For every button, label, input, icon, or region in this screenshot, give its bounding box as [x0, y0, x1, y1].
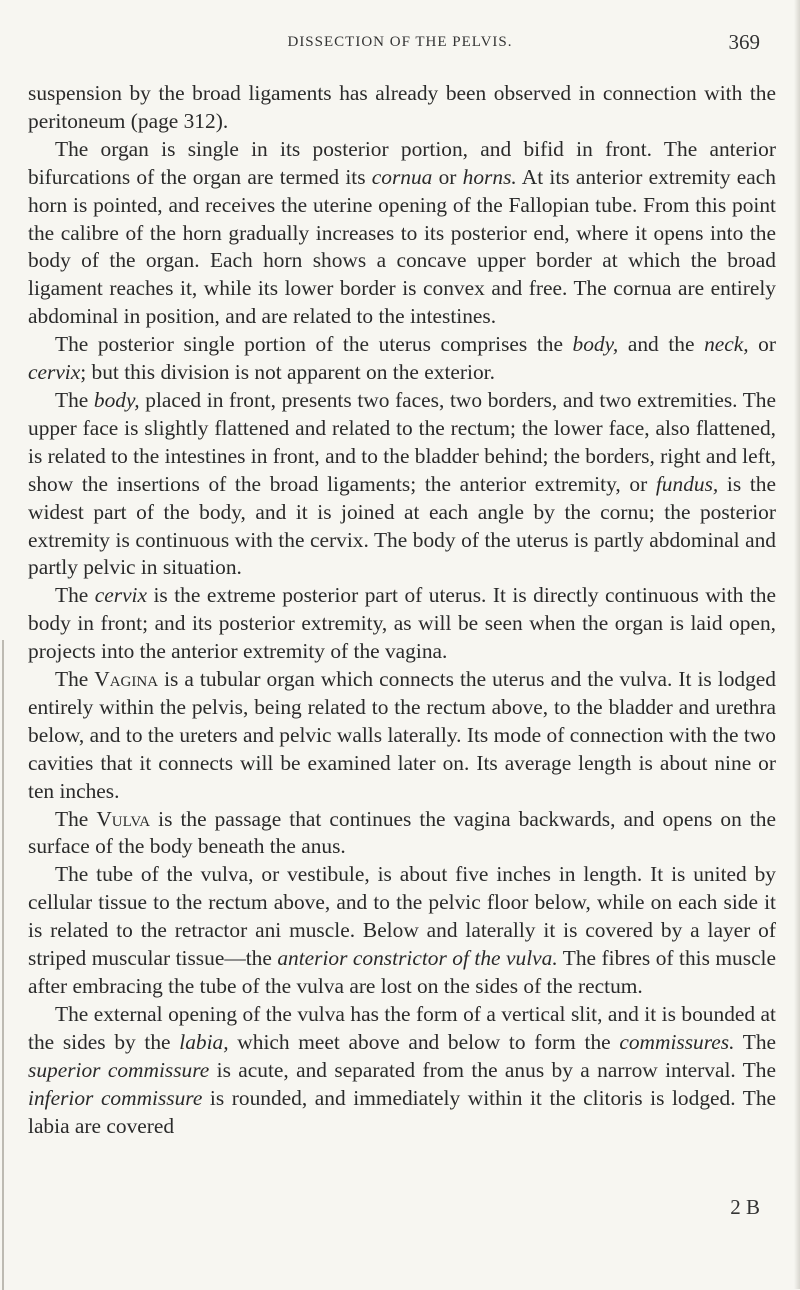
- paragraph-3: The posterior single portion of the uterus comprises the body, and the neck, or cervix; but this division is not apparent on the exterior.: [28, 332, 776, 385]
- term-cornua: cornua: [371, 164, 433, 189]
- paragraph-9: The external opening of the vulva has the form of a vertical slit, and it is bounded at the sides by the labia, which meet above and below to form the commissures. The superior commissure is acute, and separated from the anus by a narrow interval. The inferior commissure is rounded, and immediately within it the clitoris is lodged. The labia are covered: [28, 1001, 777, 1138]
- term-commissures: commissures.: [619, 1029, 735, 1054]
- paragraph-5: The cervix is the extreme posterior part of uterus. It is directly continuous with the body in front; and its posterior extremity, as will be seen when the organ is laid open, projects into the anterior extremity of the vagina.: [28, 583, 776, 664]
- running-title: DISSECTION OF THE PELVIS.: [287, 34, 513, 50]
- term-inferior-commissure: inferior commissure: [28, 1085, 203, 1110]
- heading-vagina: Vagina: [94, 667, 159, 692]
- page-number: 369: [728, 30, 760, 54]
- paragraph-2: The organ is single in its posterior portion, and bifid in front. The anterior bifurcations of the organ are termed its cornua or horns. At its anterior extremity each horn is pointed, and receives the uterine opening of the Fallopian tube. From this point the calibre of the horn gradually increases to its posterior end, where it opens into the body of the organ. Each horn shows a concave upper border at which the broad ligament reaches it, while its lower border is convex and free. The cornua are entirely abdominal in position, and are related to the intestines.: [28, 136, 776, 329]
- term-cervix: cervix: [28, 360, 81, 385]
- term-labia: labia,: [179, 1029, 229, 1054]
- paragraph-8: The tube of the vulva, or vestibule, is about five inches in length. It is united by cellular tissue to the rectum above, and to the pelvic floor below, while on each side it is related to the retractor ani muscle. Below and laterally it is covered by a layer of striped muscular tissue—the anterior constrictor of the vulva. The fibres of this muscle after embracing the tube of the vulva are lost on the sides of the rectum.: [28, 862, 776, 998]
- term-superior-commissure: superior commissure: [28, 1057, 210, 1082]
- paragraph-7: The Vulva is the passage that continues the vagina backwards, and opens on the surface of the body beneath the anus.: [28, 806, 776, 859]
- signature-mark: 2 B: [730, 1195, 760, 1219]
- paragraph-1: suspension by the broad ligaments has already been observed in connection with the peritoneum (page 312).: [28, 81, 776, 133]
- term-body: body,: [93, 387, 140, 412]
- term-horns: horns.: [462, 164, 517, 189]
- heading-vulva: Vulva: [96, 806, 151, 831]
- term-cervix: cervix: [94, 583, 147, 608]
- page-edge-shadow: [794, 0, 800, 1289]
- body-text: [28, 80, 776, 1140]
- paragraph-4: The body, placed in front, presents two faces, two borders, and two extremities. The upper face is slightly flattened and related to the rectum; the lower face, also flattened, is related to the intestines in front, and to the bladder behind; the borders, right and left, show the insertions of the broad ligaments; the anterior extremity, or fundus, is the widest part of the body, and it is joined at each angle by the cornu; the posterior extremity is continuous with the cervix. The body of the uterus is partly abdominal and partly pelvic in situation.: [28, 387, 776, 580]
- term-body: body,: [572, 332, 619, 357]
- term-anterior-constrictor: anterior constrictor: [277, 946, 447, 971]
- term-neck: neck,: [704, 332, 749, 357]
- term-fundus: fundus,: [655, 471, 719, 496]
- term-of-the-vulva: of the vulva.: [452, 946, 558, 971]
- binding-edge: [2, 640, 4, 1290]
- paragraph-6: The Vagina is a tubular organ which connects the uterus and the vulva. It is lodged entirely within the pelvis, being related to the rectum above, to the bladder and urethra below, and to the ureters and pelvic walls laterally. Its mode of connection with the two cavities that it connects will be examined later on. Its average length is about nine or ten inches.: [28, 667, 776, 803]
